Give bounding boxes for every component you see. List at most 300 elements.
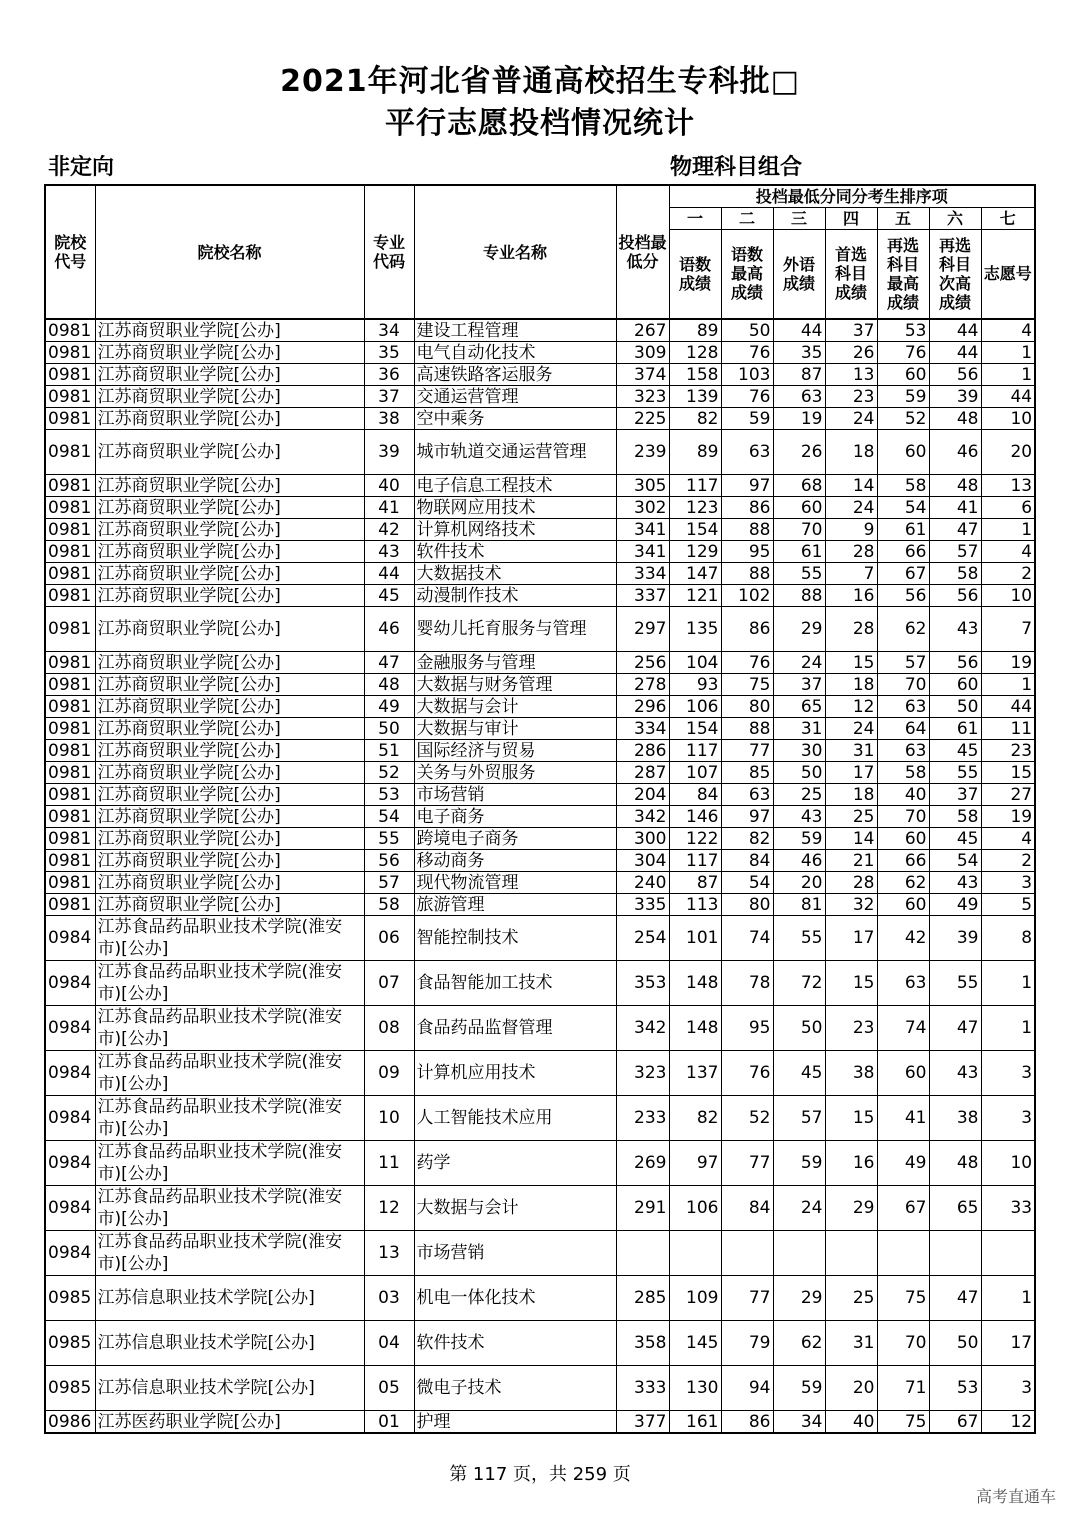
- major-name-cell: 物联网应用技术: [414, 497, 616, 519]
- min-score-cell: [616, 1231, 669, 1276]
- tie-value-cell: 65: [929, 1186, 981, 1231]
- school-code-cell: 0981: [45, 894, 95, 916]
- tie-value-cell: 77: [721, 1141, 773, 1186]
- school-code-cell: 0985: [45, 1321, 95, 1366]
- tie-value-cell: 88: [773, 585, 825, 607]
- table-row: [45, 674, 1035, 696]
- header-school-code: 院校代号: [45, 185, 95, 319]
- major-code-cell: 54: [364, 806, 414, 828]
- tie-value-cell: 43: [929, 1051, 981, 1096]
- table-row: [45, 718, 1035, 740]
- major-code-cell: 43: [364, 541, 414, 563]
- min-score-cell: 305: [616, 475, 669, 497]
- min-score-cell: 323: [616, 386, 669, 408]
- tie-value-cell: 101: [669, 916, 721, 961]
- major-name-cell: 关务与外贸服务: [414, 762, 616, 784]
- min-score-cell: 287: [616, 762, 669, 784]
- major-code-cell: 34: [364, 319, 414, 342]
- major-name-cell: 大数据技术: [414, 563, 616, 585]
- tie-value-cell: 62: [773, 1321, 825, 1366]
- min-score-cell: 334: [616, 563, 669, 585]
- table-row: [45, 1231, 1035, 1276]
- tie-value-cell: 18: [825, 430, 877, 475]
- tie-value-cell: 4: [981, 541, 1035, 563]
- tie-value-cell: 89: [669, 430, 721, 475]
- tie-value-cell: 23: [981, 740, 1035, 762]
- tie-value-cell: 89: [669, 319, 721, 342]
- tie-value-cell: 75: [877, 1276, 929, 1321]
- tie-value-cell: 158: [669, 364, 721, 386]
- major-name-cell: 智能控制技术: [414, 916, 616, 961]
- major-code-cell: 47: [364, 652, 414, 674]
- table-row: [45, 563, 1035, 585]
- tie-value-cell: 10: [981, 585, 1035, 607]
- min-score-cell: 297: [616, 607, 669, 652]
- major-name-cell: 婴幼儿托育服务与管理: [414, 607, 616, 652]
- tie-value-cell: 3: [981, 1051, 1035, 1096]
- major-name-cell: 计算机应用技术: [414, 1051, 616, 1096]
- school-name-cell: 江苏商贸职业学院[公办]: [95, 674, 364, 696]
- school-code-cell: 0984: [45, 1051, 95, 1096]
- tie-value-cell: 61: [877, 519, 929, 541]
- tie-value-cell: 50: [929, 696, 981, 718]
- school-name-cell: 江苏商贸职业学院[公办]: [95, 806, 364, 828]
- tie-value-cell: 31: [825, 740, 877, 762]
- tie-value-cell: 48: [929, 475, 981, 497]
- tie-value-cell: 56: [929, 585, 981, 607]
- major-code-cell: 04: [364, 1321, 414, 1366]
- school-name-cell: 江苏商贸职业学院[公办]: [95, 894, 364, 916]
- tie-value-cell: 33: [981, 1186, 1035, 1231]
- school-code-cell: 0981: [45, 408, 95, 430]
- table-row: [45, 696, 1035, 718]
- major-name-cell: 电气自动化技术: [414, 342, 616, 364]
- header-school-name: 院校名称: [95, 185, 364, 319]
- tie-value-cell: 29: [773, 1276, 825, 1321]
- major-name-cell: 金融服务与管理: [414, 652, 616, 674]
- table-header: [45, 185, 1035, 319]
- tie-value-cell: 70: [773, 519, 825, 541]
- tie-value-cell: 24: [773, 1186, 825, 1231]
- tie-value-cell: 86: [721, 497, 773, 519]
- school-code-cell: 0981: [45, 319, 95, 342]
- tie-value-cell: 63: [721, 784, 773, 806]
- tie-value-cell: 154: [669, 519, 721, 541]
- tie-value-cell: 86: [721, 1411, 773, 1434]
- school-code-cell: 0984: [45, 1186, 95, 1231]
- tie-value-cell: 76: [721, 652, 773, 674]
- category-label: 非定向: [48, 155, 115, 180]
- min-score-cell: 342: [616, 806, 669, 828]
- tie-value-cell: 70: [877, 1321, 929, 1366]
- tie-value-cell: 62: [877, 607, 929, 652]
- school-name-cell: 江苏商贸职业学院[公办]: [95, 408, 364, 430]
- tie-value-cell: 54: [929, 850, 981, 872]
- tie-value-cell: 75: [721, 674, 773, 696]
- min-score-cell: 254: [616, 916, 669, 961]
- tie-value-cell: 76: [721, 1051, 773, 1096]
- school-code-cell: 0981: [45, 850, 95, 872]
- tie-value-cell: 2: [981, 563, 1035, 585]
- tie-value-cell: 23: [825, 1006, 877, 1051]
- major-name-cell: 微电子技术: [414, 1366, 616, 1411]
- tie-value-cell: 24: [825, 408, 877, 430]
- tie-value-cell: 63: [877, 961, 929, 1006]
- major-name-cell: 市场营销: [414, 784, 616, 806]
- tie-value-cell: 130: [669, 1366, 721, 1411]
- tie-value-cell: 58: [877, 475, 929, 497]
- tie-value-cell: 161: [669, 1411, 721, 1434]
- table-row: [45, 850, 1035, 872]
- min-score-cell: 374: [616, 364, 669, 386]
- tie-value-cell: 137: [669, 1051, 721, 1096]
- major-code-cell: 01: [364, 1411, 414, 1434]
- tie-value-cell: 8: [981, 916, 1035, 961]
- major-code-cell: 44: [364, 563, 414, 585]
- tie-value-cell: [773, 1231, 825, 1276]
- tie-value-cell: 10: [981, 408, 1035, 430]
- subject-combination-label: 物理科目组合: [670, 155, 803, 180]
- major-code-cell: 03: [364, 1276, 414, 1321]
- header-sub: 语数最高成绩: [721, 229, 773, 319]
- table-row: [45, 1411, 1035, 1434]
- tie-value-cell: 43: [929, 607, 981, 652]
- table-row: [45, 784, 1035, 806]
- major-code-cell: 39: [364, 430, 414, 475]
- tie-value-cell: 68: [773, 475, 825, 497]
- header-tie-group: 投档最低分同分考生排序项: [669, 185, 1035, 207]
- tie-value-cell: 50: [929, 1321, 981, 1366]
- table-row: [45, 475, 1035, 497]
- tie-value-cell: 95: [721, 541, 773, 563]
- admission-table: [44, 184, 1036, 1434]
- tie-value-cell: 85: [721, 762, 773, 784]
- tie-value-cell: 13: [981, 475, 1035, 497]
- tie-value-cell: 59: [773, 1141, 825, 1186]
- tie-value-cell: 44: [981, 696, 1035, 718]
- school-name-cell: 江苏商贸职业学院[公办]: [95, 828, 364, 850]
- header-rank: 一: [669, 207, 721, 229]
- school-code-cell: 0984: [45, 916, 95, 961]
- tie-value-cell: 16: [825, 1141, 877, 1186]
- school-code-cell: 0981: [45, 497, 95, 519]
- tie-value-cell: [929, 1231, 981, 1276]
- tie-value-cell: 60: [877, 364, 929, 386]
- table-row: [45, 364, 1035, 386]
- major-code-cell: 52: [364, 762, 414, 784]
- tie-value-cell: 14: [825, 475, 877, 497]
- tie-value-cell: 87: [773, 364, 825, 386]
- table-row: [45, 762, 1035, 784]
- tie-value-cell: 86: [721, 607, 773, 652]
- tie-value-cell: 65: [773, 696, 825, 718]
- tie-value-cell: 76: [877, 342, 929, 364]
- tie-value-cell: 103: [721, 364, 773, 386]
- tie-value-cell: 94: [721, 1366, 773, 1411]
- major-name-cell: 电子信息工程技术: [414, 475, 616, 497]
- table-row: [45, 916, 1035, 961]
- header-rank: 六: [929, 207, 981, 229]
- school-name-cell: 江苏商贸职业学院[公办]: [95, 872, 364, 894]
- major-code-cell: 11: [364, 1141, 414, 1186]
- tie-value-cell: 47: [929, 1276, 981, 1321]
- tie-value-cell: 122: [669, 828, 721, 850]
- tie-value-cell: 14: [825, 828, 877, 850]
- tie-value-cell: 59: [721, 408, 773, 430]
- tie-value-cell: 11: [981, 718, 1035, 740]
- tie-value-cell: 52: [721, 1096, 773, 1141]
- tie-value-cell: 12: [825, 696, 877, 718]
- table-row: [45, 519, 1035, 541]
- table-row: [45, 652, 1035, 674]
- tie-value-cell: 1: [981, 364, 1035, 386]
- school-name-cell: 江苏商贸职业学院[公办]: [95, 475, 364, 497]
- school-name-cell: 江苏食品药品职业技术学院(淮安市)[公办]: [95, 1186, 364, 1231]
- header-sub: 外语成绩: [773, 229, 825, 319]
- tie-value-cell: 47: [929, 1006, 981, 1051]
- school-name-cell: 江苏商贸职业学院[公办]: [95, 342, 364, 364]
- tie-value-cell: 1: [981, 961, 1035, 1006]
- tie-value-cell: 148: [669, 961, 721, 1006]
- school-code-cell: 0981: [45, 563, 95, 585]
- tie-value-cell: [721, 1231, 773, 1276]
- tie-value-cell: 60: [929, 674, 981, 696]
- major-name-cell: 交通运营管理: [414, 386, 616, 408]
- tie-value-cell: 109: [669, 1276, 721, 1321]
- tie-value-cell: 44: [929, 342, 981, 364]
- school-name-cell: 江苏商贸职业学院[公办]: [95, 607, 364, 652]
- tie-value-cell: 63: [721, 430, 773, 475]
- tie-value-cell: 40: [877, 784, 929, 806]
- page-footer: 第 117 页，共 259 页: [449, 1464, 631, 1485]
- table-body: [45, 319, 1035, 1433]
- min-score-cell: 278: [616, 674, 669, 696]
- major-name-cell: 市场营销: [414, 1231, 616, 1276]
- min-score-cell: 358: [616, 1321, 669, 1366]
- tie-value-cell: 6: [981, 497, 1035, 519]
- school-code-cell: 0981: [45, 784, 95, 806]
- tie-value-cell: 72: [773, 961, 825, 1006]
- tie-value-cell: 28: [825, 541, 877, 563]
- tie-value-cell: 54: [721, 872, 773, 894]
- major-name-cell: 电子商务: [414, 806, 616, 828]
- school-code-cell: 0981: [45, 674, 95, 696]
- tie-value-cell: 40: [825, 1411, 877, 1434]
- major-name-cell: 大数据与审计: [414, 718, 616, 740]
- tie-value-cell: 18: [825, 674, 877, 696]
- tie-value-cell: 117: [669, 475, 721, 497]
- tie-value-cell: 12: [981, 1411, 1035, 1434]
- tie-value-cell: 135: [669, 607, 721, 652]
- tie-value-cell: 53: [877, 319, 929, 342]
- tie-value-cell: 34: [773, 1411, 825, 1434]
- tie-value-cell: 106: [669, 696, 721, 718]
- tie-value-cell: 59: [877, 386, 929, 408]
- tie-value-cell: 20: [825, 1366, 877, 1411]
- tie-value-cell: 55: [929, 961, 981, 1006]
- tie-value-cell: 45: [773, 1051, 825, 1096]
- tie-value-cell: 121: [669, 585, 721, 607]
- tie-value-cell: 5: [981, 894, 1035, 916]
- tie-value-cell: 48: [929, 408, 981, 430]
- tie-value-cell: 60: [877, 1051, 929, 1096]
- tie-value-cell: 59: [773, 828, 825, 850]
- tie-value-cell: 35: [773, 342, 825, 364]
- header-rank: 二: [721, 207, 773, 229]
- table-row: [45, 1321, 1035, 1366]
- major-code-cell: 51: [364, 740, 414, 762]
- tie-value-cell: 66: [877, 541, 929, 563]
- tie-value-cell: 38: [825, 1051, 877, 1096]
- header-rank: 七: [981, 207, 1035, 229]
- tie-value-cell: 20: [981, 430, 1035, 475]
- tie-value-cell: 148: [669, 1006, 721, 1051]
- tie-value-cell: 55: [773, 563, 825, 585]
- tie-value-cell: 46: [929, 430, 981, 475]
- tie-value-cell: 48: [929, 1141, 981, 1186]
- min-score-cell: 225: [616, 408, 669, 430]
- tie-value-cell: 1: [981, 1276, 1035, 1321]
- school-code-cell: 0984: [45, 1141, 95, 1186]
- school-name-cell: 江苏食品药品职业技术学院(淮安市)[公办]: [95, 1096, 364, 1141]
- tie-value-cell: 106: [669, 1186, 721, 1231]
- major-code-cell: 58: [364, 894, 414, 916]
- tie-value-cell: 41: [877, 1096, 929, 1141]
- tie-value-cell: 145: [669, 1321, 721, 1366]
- major-name-cell: 城市轨道交通运营管理: [414, 430, 616, 475]
- tie-value-cell: 45: [929, 740, 981, 762]
- tie-value-cell: 28: [825, 607, 877, 652]
- tie-value-cell: 117: [669, 740, 721, 762]
- major-code-cell: 12: [364, 1186, 414, 1231]
- tie-value-cell: 49: [877, 1141, 929, 1186]
- table-row: [45, 319, 1035, 342]
- tie-value-cell: 81: [773, 894, 825, 916]
- tie-value-cell: 49: [929, 894, 981, 916]
- major-name-cell: 动漫制作技术: [414, 585, 616, 607]
- major-name-cell: 软件技术: [414, 541, 616, 563]
- tie-value-cell: 67: [929, 1411, 981, 1434]
- tie-value-cell: 88: [721, 718, 773, 740]
- tie-value-cell: 31: [825, 1321, 877, 1366]
- tie-value-cell: 64: [877, 718, 929, 740]
- school-name-cell: 江苏商贸职业学院[公办]: [95, 430, 364, 475]
- major-code-cell: 55: [364, 828, 414, 850]
- major-code-cell: 09: [364, 1051, 414, 1096]
- table-row: [45, 1051, 1035, 1096]
- tie-value-cell: 4: [981, 319, 1035, 342]
- tie-value-cell: 55: [773, 916, 825, 961]
- tie-value-cell: 97: [669, 1141, 721, 1186]
- tie-value-cell: 76: [721, 342, 773, 364]
- tie-value-cell: 38: [929, 1096, 981, 1141]
- school-name-cell: 江苏食品药品职业技术学院(淮安市)[公办]: [95, 1006, 364, 1051]
- tie-value-cell: 77: [721, 740, 773, 762]
- major-code-cell: 56: [364, 850, 414, 872]
- major-name-cell: 人工智能技术应用: [414, 1096, 616, 1141]
- min-score-cell: 204: [616, 784, 669, 806]
- tie-value-cell: 147: [669, 563, 721, 585]
- tie-value-cell: 43: [929, 872, 981, 894]
- major-code-cell: 13: [364, 1231, 414, 1276]
- table-row: [45, 541, 1035, 563]
- tie-value-cell: 44: [929, 319, 981, 342]
- table-row: [45, 607, 1035, 652]
- tie-value-cell: 19: [981, 652, 1035, 674]
- tie-value-cell: 67: [877, 563, 929, 585]
- school-name-cell: 江苏商贸职业学院[公办]: [95, 784, 364, 806]
- tie-value-cell: 16: [825, 585, 877, 607]
- school-code-cell: 0981: [45, 828, 95, 850]
- header-major-name: 专业名称: [414, 185, 616, 319]
- major-name-cell: 大数据与财务管理: [414, 674, 616, 696]
- school-code-cell: 0981: [45, 430, 95, 475]
- tie-value-cell: 4: [981, 828, 1035, 850]
- major-code-cell: 35: [364, 342, 414, 364]
- tie-value-cell: 3: [981, 872, 1035, 894]
- min-score-cell: 240: [616, 872, 669, 894]
- school-name-cell: 江苏食品药品职业技术学院(淮安市)[公办]: [95, 916, 364, 961]
- major-code-cell: 37: [364, 386, 414, 408]
- school-code-cell: 0981: [45, 872, 95, 894]
- tie-value-cell: 63: [773, 386, 825, 408]
- tie-value-cell: 76: [721, 386, 773, 408]
- major-code-cell: 50: [364, 718, 414, 740]
- tie-value-cell: 27: [981, 784, 1035, 806]
- tie-value-cell: 154: [669, 718, 721, 740]
- tie-value-cell: [669, 1231, 721, 1276]
- school-code-cell: 0981: [45, 740, 95, 762]
- major-name-cell: 食品药品监督管理: [414, 1006, 616, 1051]
- tie-value-cell: 1: [981, 519, 1035, 541]
- tie-value-cell: 25: [825, 806, 877, 828]
- tie-value-cell: 42: [877, 916, 929, 961]
- page-subtitle: 平行志愿投档情况统计: [385, 106, 695, 141]
- watermark: 高考直通车: [975, 1487, 1056, 1506]
- tie-value-cell: 128: [669, 342, 721, 364]
- tie-value-cell: 70: [877, 674, 929, 696]
- tie-value-cell: 56: [929, 652, 981, 674]
- min-score-cell: 296: [616, 696, 669, 718]
- tie-value-cell: 129: [669, 541, 721, 563]
- tie-value-cell: 17: [825, 916, 877, 961]
- school-code-cell: 0986: [45, 1411, 95, 1434]
- major-code-cell: 42: [364, 519, 414, 541]
- tie-value-cell: 84: [721, 850, 773, 872]
- min-score-cell: 302: [616, 497, 669, 519]
- tie-value-cell: 146: [669, 806, 721, 828]
- min-score-cell: 233: [616, 1096, 669, 1141]
- major-code-cell: 38: [364, 408, 414, 430]
- school-code-cell: 0985: [45, 1366, 95, 1411]
- tie-value-cell: 31: [773, 718, 825, 740]
- tie-value-cell: 26: [825, 342, 877, 364]
- school-code-cell: 0981: [45, 585, 95, 607]
- tie-value-cell: 44: [773, 319, 825, 342]
- tie-value-cell: 93: [669, 674, 721, 696]
- major-code-cell: 45: [364, 585, 414, 607]
- tie-value-cell: 28: [825, 872, 877, 894]
- tie-value-cell: 56: [877, 585, 929, 607]
- tie-value-cell: 50: [721, 319, 773, 342]
- tie-value-cell: 17: [825, 762, 877, 784]
- tie-value-cell: 55: [929, 762, 981, 784]
- school-code-cell: 0981: [45, 342, 95, 364]
- major-code-cell: 36: [364, 364, 414, 386]
- school-code-cell: 0981: [45, 652, 95, 674]
- min-score-cell: 286: [616, 740, 669, 762]
- major-code-cell: 49: [364, 696, 414, 718]
